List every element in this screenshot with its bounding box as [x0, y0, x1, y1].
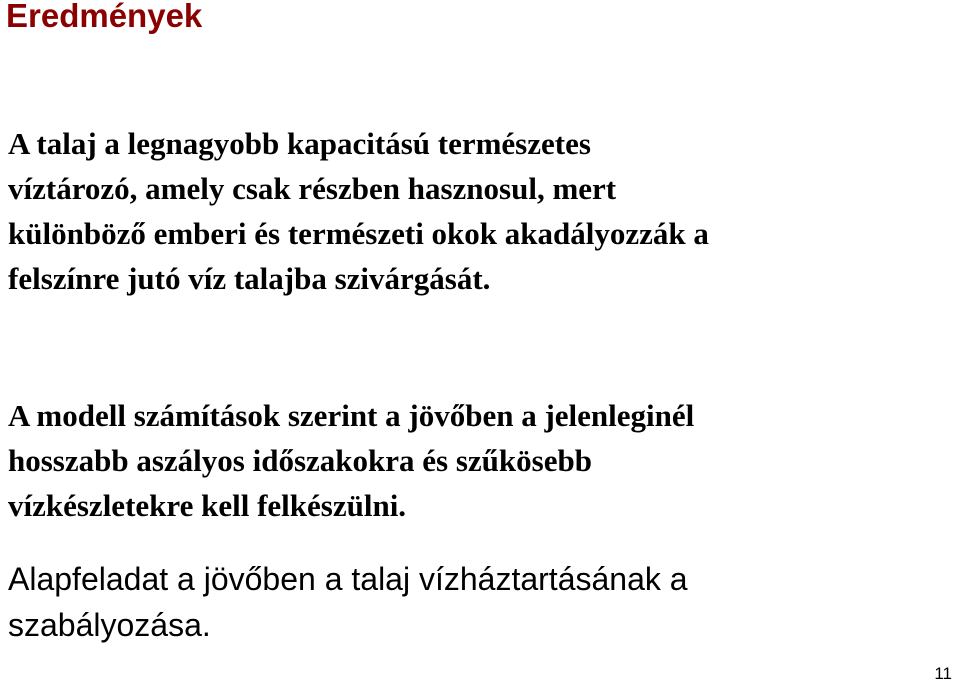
- slide-title: Eredmények: [6, 0, 203, 34]
- page-number: 11: [934, 664, 952, 683]
- paragraph-soil-reservoir: A talaj a legnagyobb kapacitású természetes víztározó, amely csak részben hasznosul, mert különböző emberi és természeti okok akadályozzák a felszínre jutó víz talajba szivárgását.: [8, 126, 709, 296]
- paragraph-model-calculations: A modell számítások szerint a jövőben a jelenleginél hosszabb aszályos időszakokra és szűkösebb vízkészletekre kell felkészülni.: [8, 398, 695, 523]
- paragraph-basic-task: Alapfeladat a jövőben a talaj vízháztartásának a szabályozása.: [8, 561, 688, 643]
